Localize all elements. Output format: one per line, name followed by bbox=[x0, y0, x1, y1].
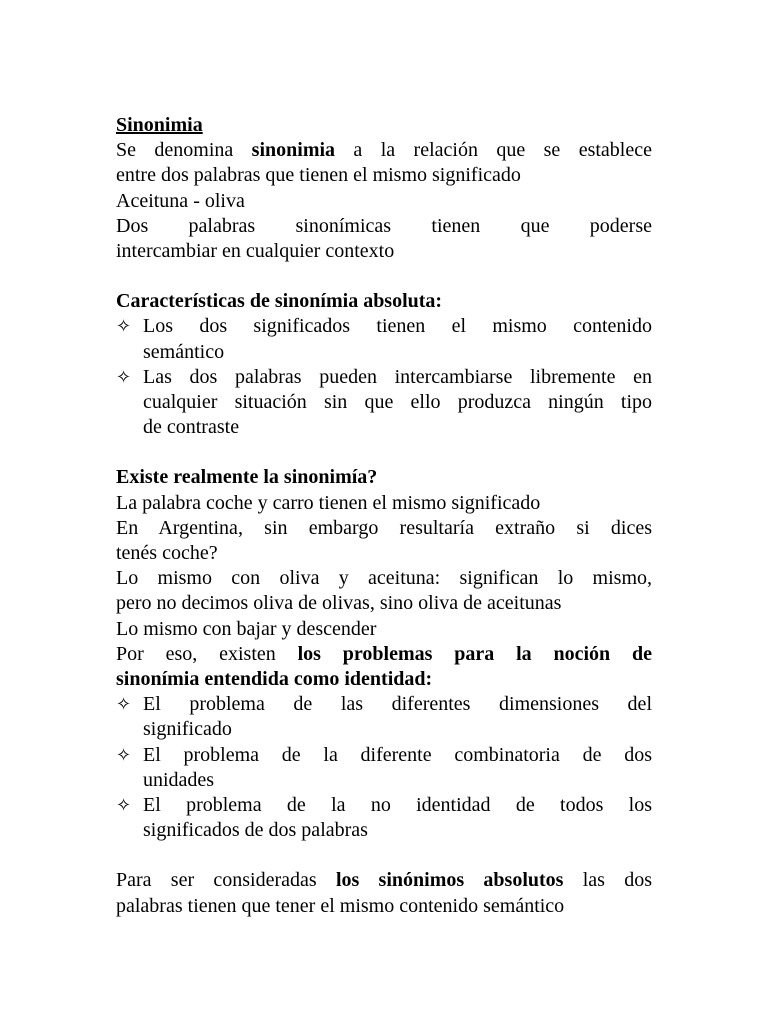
example-pair: Aceituna - oliva bbox=[116, 189, 245, 212]
list-item-line: Los dos significados tienen el mismo contenido bbox=[143, 315, 652, 338]
paragraph-problemas-2 bbox=[116, 667, 652, 692]
list-item-line: semántico bbox=[143, 340, 225, 363]
paragraph-argentina-2: tenés coche? bbox=[116, 542, 218, 565]
conclusion-term: los sinónimos absolutos bbox=[335, 869, 564, 892]
exists-heading-text: Existe realmente la sinonimía? bbox=[116, 466, 378, 489]
characteristics-heading-text: Características de sinonímia absoluta: bbox=[116, 290, 443, 313]
list-item-line: Las dos palabras pueden intercambiarse libremente en bbox=[143, 365, 652, 388]
conclusion-text: las dos bbox=[563, 869, 652, 892]
characteristics-heading bbox=[116, 289, 652, 314]
list-item bbox=[116, 365, 652, 441]
characteristics-list bbox=[116, 314, 652, 440]
spacer bbox=[116, 843, 652, 868]
list-item-line: significado bbox=[143, 718, 232, 741]
list-item-line: El problema de las diferentes dimensiones del bbox=[143, 693, 652, 716]
list-item-line: significados de dos palabras bbox=[143, 819, 368, 842]
paragraph-text: Por eso, existen bbox=[116, 642, 298, 665]
title-text: Sinonimia bbox=[116, 114, 203, 136]
star-outline-icon: ✧ bbox=[116, 744, 132, 766]
paragraph-problemas-1 bbox=[116, 642, 652, 667]
interchange-line-1: Dos palabras sinonímicas tienen que poderse bbox=[116, 214, 652, 237]
list-item bbox=[116, 793, 652, 843]
conclusion-line-1 bbox=[116, 868, 652, 893]
exists-heading bbox=[116, 465, 652, 490]
star-outline-icon: ✧ bbox=[116, 316, 132, 338]
spacer bbox=[116, 440, 652, 465]
section-title bbox=[116, 113, 652, 138]
list-item-line: El problema de la no identidad de todos los bbox=[143, 794, 652, 817]
paragraph-bold: los problemas para la noción de bbox=[297, 642, 653, 665]
interchange-line-2: intercambiar en cualquier contexto bbox=[116, 240, 395, 263]
document-page bbox=[116, 113, 652, 919]
paragraph-argentina-1: En Argentina, sin embargo resultaría extraño si dices bbox=[116, 516, 652, 539]
list-item-line: El problema de la diferente combinatoria de dos bbox=[143, 743, 652, 766]
definition-line-2: entre dos palabras que tienen el mismo significado bbox=[116, 164, 521, 187]
spacer bbox=[116, 264, 652, 289]
paragraph-oliva-1: Lo mismo con oliva y aceituna: significan lo mismo, bbox=[116, 567, 652, 590]
definition-term: sinonimia bbox=[251, 139, 336, 162]
conclusion-text: Para ser consideradas bbox=[116, 869, 336, 892]
definition-text: Se denomina bbox=[116, 139, 252, 162]
paragraph-coche: La palabra coche y carro tienen el mismo significado bbox=[116, 491, 541, 514]
list-item-line: unidades bbox=[143, 768, 215, 791]
conclusion-line-2: palabras tienen que tener el mismo contenido semántico bbox=[116, 894, 565, 917]
paragraph-bajar: Lo mismo con bajar y descender bbox=[116, 617, 377, 640]
list-item bbox=[116, 314, 652, 364]
list-item-line: cualquier situación sin que ello produzca ningún tipo bbox=[143, 391, 652, 414]
star-outline-icon: ✧ bbox=[116, 694, 132, 716]
definition-line-1 bbox=[116, 138, 652, 163]
list-item-line: de contraste bbox=[143, 416, 240, 439]
star-outline-icon: ✧ bbox=[116, 366, 132, 388]
definition-text: a la relación que se establece bbox=[335, 139, 652, 162]
list-item bbox=[116, 743, 652, 793]
paragraph-oliva-2: pero no decimos oliva de olivas, sino oliva de aceitunas bbox=[116, 592, 562, 615]
list-item bbox=[116, 692, 652, 742]
paragraph-bold: sinonímia entendida como identidad: bbox=[116, 668, 433, 691]
problems-list bbox=[116, 692, 652, 843]
star-outline-icon: ✧ bbox=[116, 795, 132, 817]
